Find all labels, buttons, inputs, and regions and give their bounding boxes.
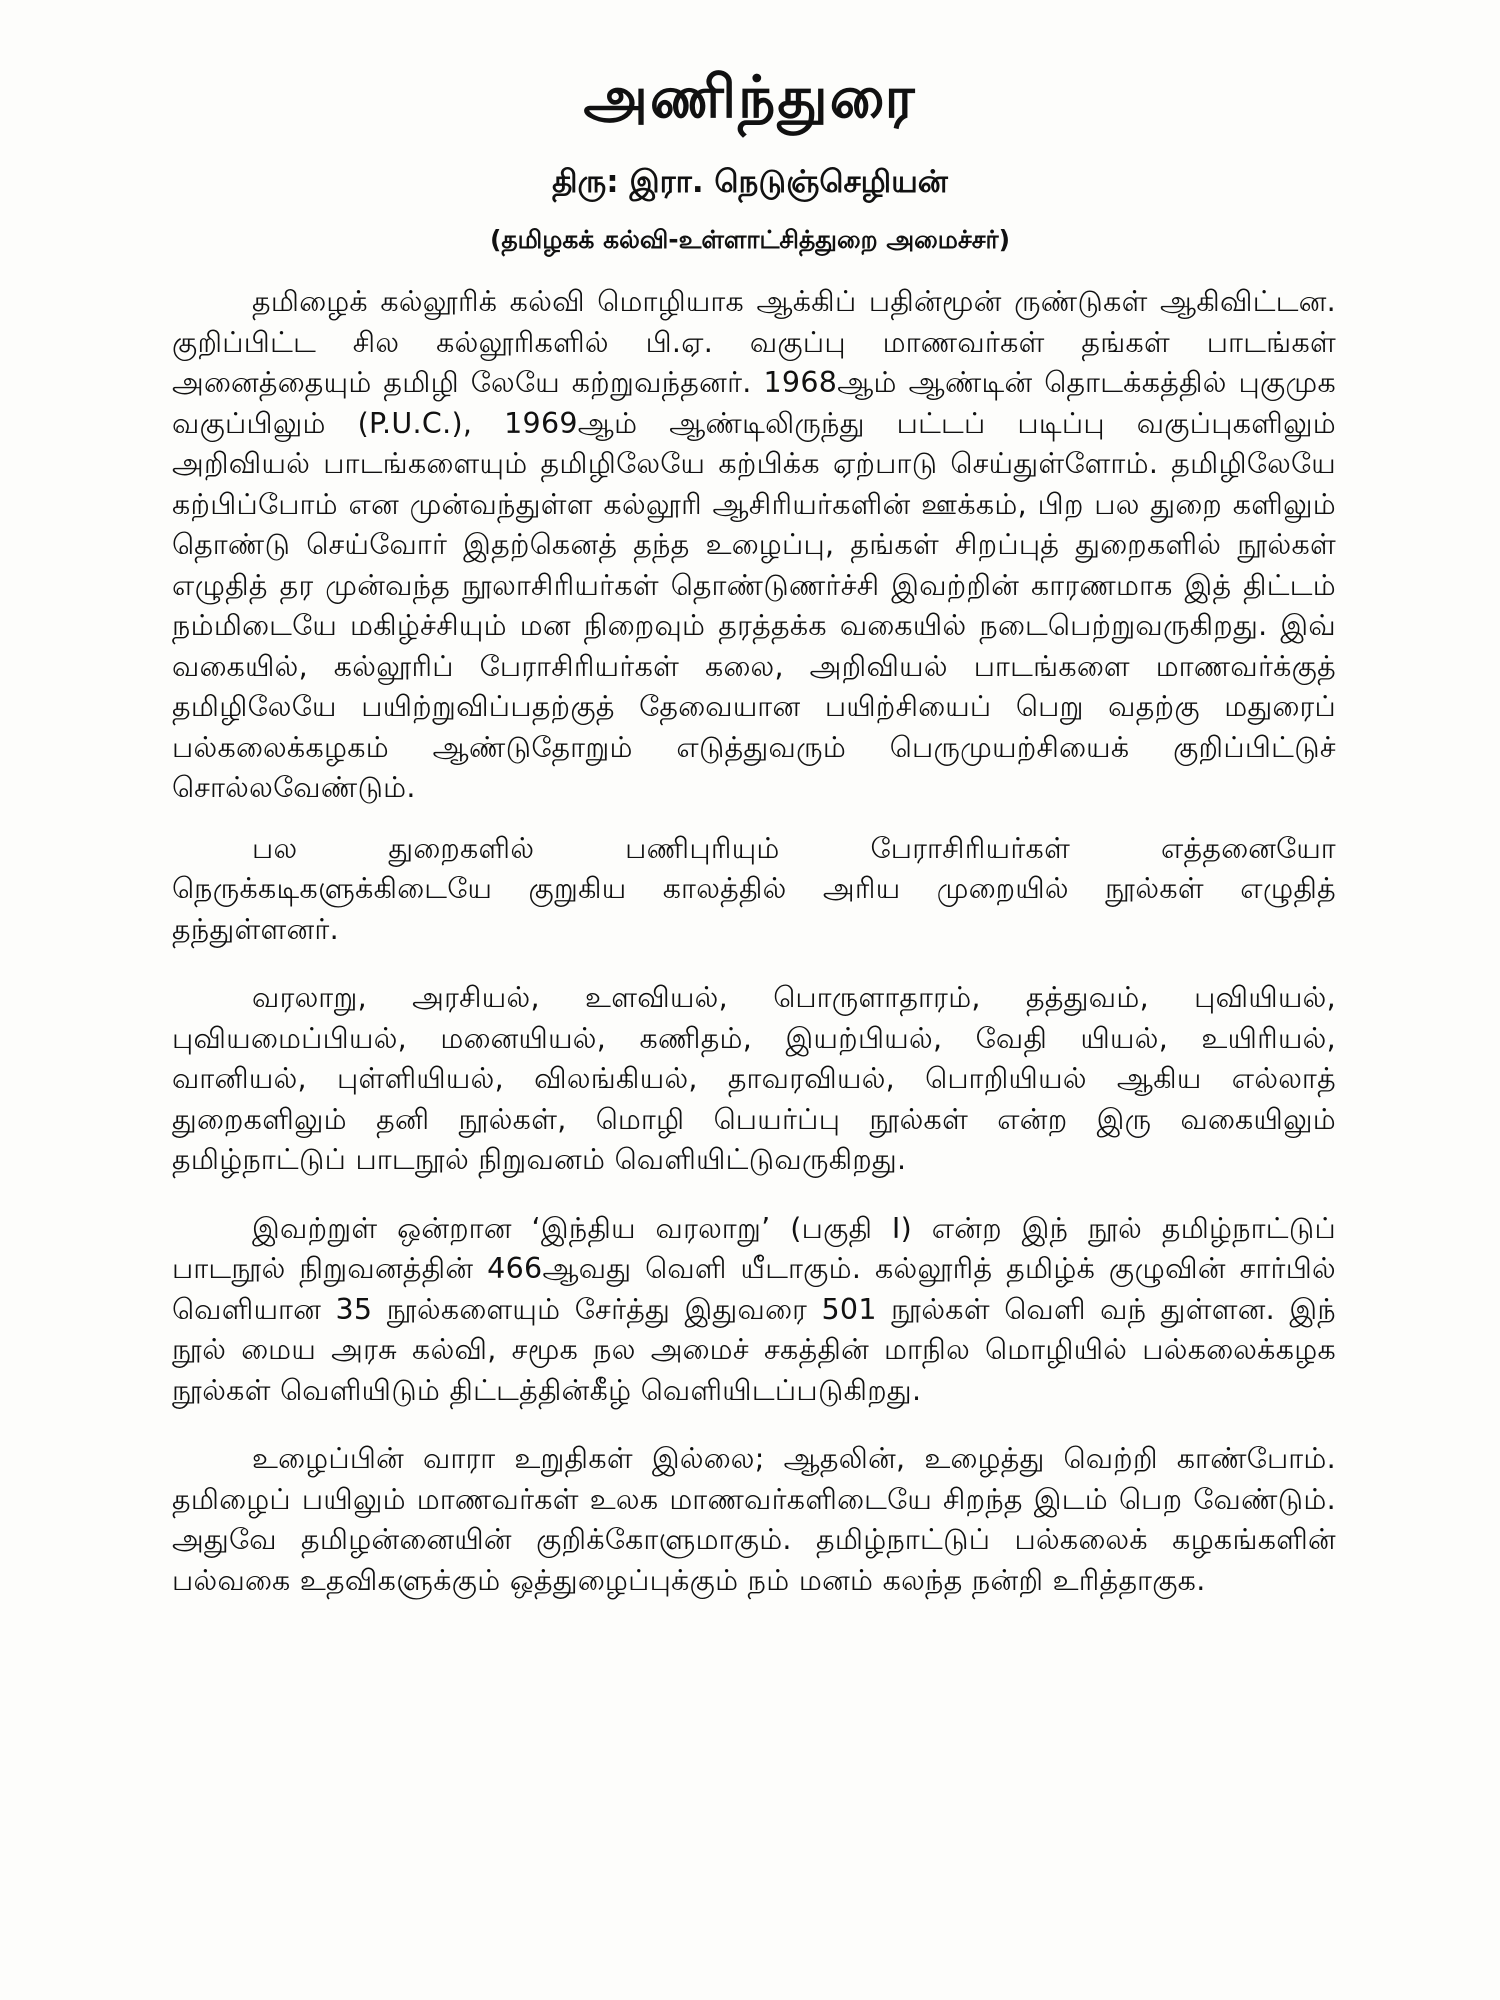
document-body (172, 282, 1336, 1601)
page-title: அணிந்துரை (583, 63, 917, 131)
paragraph: பல துறைகளில் பணிபுரியும் பேராசிரியர்கள் எத்தனையோ நெருக்கடிகளுக்கிடையே குறுகிய காலத்தில் அரிய முறையில் நூல்கள் எழுதித் தந்துள்ளனர். (172, 831, 1336, 946)
paragraph: தமிழைக் கல்லூரிக் கல்வி மொழியாக ஆக்கிப் பதின்மூன் ருண்டுகள் ஆகிவிட்டன. குறிப்பிட்ட சில கல்லூரிகளில் பி.ஏ. வகுப்பு மாணவர்கள் தங்கள் பாடங்கள் அனைத்தையும் தமிழி லேயே கற்றுவந்தனர். 1968ஆம் ஆண்டின் தொடக்கத்தில் புகுமுக வகுப்பிலும் (P.U.C.), 1969ஆம் ஆண்டிலிருந்து பட்டப் படிப்பு வகுப்புகளிலும் அறிவியல் பாடங்களையும் தமிழிலேயே கற்பிக்க ஏற்பாடு செய்துள்ளோம். தமிழிலேயே கற்பிப்போம் என முன்வந்துள்ள கல்லூரி ஆசிரியர்களின் ஊக்கம், பிற பல துறை களிலும் தொண்டு செய்வோர் இதற்கெனத் தந்த உழைப்பு, தங்கள் சிறப்புத் துறைகளில் நூல்கள் எழுதித் தர முன்வந்த நூலாசிரியர்கள் தொண்டுணர்ச்சி இவற்றின் காரணமாக இத் திட்டம் நம்மிடையே மகிழ்ச்சியும் மன நிறைவும் தரத்தக்க வகையில் நடைபெற்றுவருகிறது. இவ் வகையில், கல்லூரிப் பேராசிரியர்கள் கலை, அறிவியல் பாடங்களை மாணவர்க்குத் தமிழிலேயே பயிற்றுவிப்பதற்குத் தேவையான பயிற்சியைப் பெறு வதற்கு மதுரைப் பல்கலைக்கழகம் ஆண்டுதோறும் எடுத்துவரும் பெருமுயற்சியைக் குறிப்பிட்டுச் சொல்லவேண்டும். (172, 285, 1336, 804)
author-name: திரு: இரா. நெடுஞ்செழியன் (552, 164, 948, 200)
paragraph: வரலாறு, அரசியல், உளவியல், பொருளாதாரம், தத்துவம், புவியியல், புவியமைப்பியல், மனையியல், கணிதம், இயற்பியல், வேதி யியல், உயிரியல், வானியல், புள்ளியியல், விலங்கியல், தாவரவியல், பொறியியல் ஆகிய எல்லாத் துறைகளிலும் தனி நூல்கள், மொழி பெயர்ப்பு நூல்கள் என்ற இரு வகையிலும் தமிழ்நாட்டுப் பாடநூல் நிறுவனம் வெளியிட்டுவருகிறது. (172, 981, 1336, 1176)
paragraph: உழைப்பின் வாரா உறுதிகள் இல்லை; ஆதலின், உழைத்து வெற்றி காண்போம். தமிழைப் பயிலும் மாணவர்கள் உலக மாணவர்களிடையே சிறந்த இடம் பெற வேண்டும். அதுவே தமிழன்னையின் குறிக்கோளுமாகும். தமிழ்நாட்டுப் பல்கலைக் கழகங்களின் பல்வகை உதவிகளுக்கும் ஒத்துழைப்புக்கும் நம் மனம் கலந்த நன்றி உரித்தாகுக. (172, 1442, 1336, 1597)
paragraph: இவற்றுள் ஒன்றான ‘இந்திய வரலாறு’ (பகுதி I) என்ற இந் நூல் தமிழ்நாட்டுப் பாடநூல் நிறுவனத்தின் 466ஆவது வெளி யீடாகும். கல்லூரித் தமிழ்க் குழுவின் சார்பில் வெளியான 35 நூல்களையும் சேர்த்து இதுவரை 501 நூல்கள் வெளி வந் துள்ளன. இந் நூல் மைய அரசு கல்வி, சமூக நல அமைச் சகத்தின் மாநில மொழியில் பல்கலைக்கழக நூல்கள் வெளியிடும் திட்டத்தின்கீழ் வெளியிடப்படுகிறது. (172, 1211, 1336, 1407)
author-designation: (தமிழகக் கல்வி-உள்ளாட்சித்துறை அமைச்சர்) (489, 225, 1011, 254)
